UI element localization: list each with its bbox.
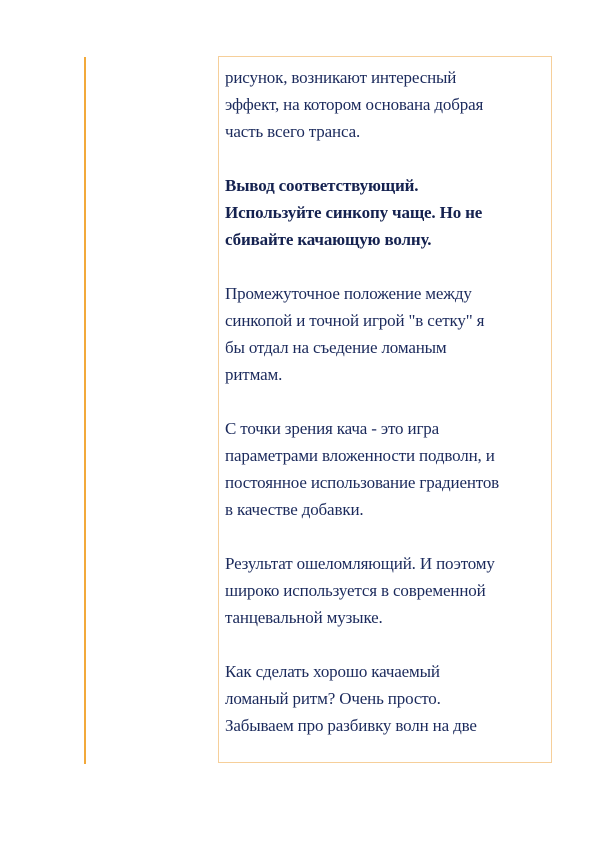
paragraph-how-to: Как сделать хорошо качаемый ломаный ритм? Очень просто. Забываем про разбивку волн на две — [225, 662, 477, 735]
text-frame — [218, 56, 552, 763]
paragraph-conclusion-bold: Вывод соответствующий. Используйте синкопу чаще. Но не сбивайте качающую волну. — [225, 176, 483, 249]
paragraph-trance-effect: рисунок, возникают интересный эффект, на котором основана добрая часть всего транса. — [225, 68, 484, 141]
paragraph-broken-rhythms: Промежуточное положение между синкопой и точной игрой "в сетку" я бы отдал на съедение ломаным ритмам. — [225, 284, 485, 384]
paragraph-result: Результат ошеломляющий. И поэтому широко используется в современной танцевальной музыке. — [225, 554, 495, 627]
left-margin-rule — [84, 57, 86, 764]
paragraph-swing-gradients: С точки зрения кача - это игра параметрами вложенности подволн, и постоянное использование градиентов в качестве добавки. — [225, 419, 500, 519]
